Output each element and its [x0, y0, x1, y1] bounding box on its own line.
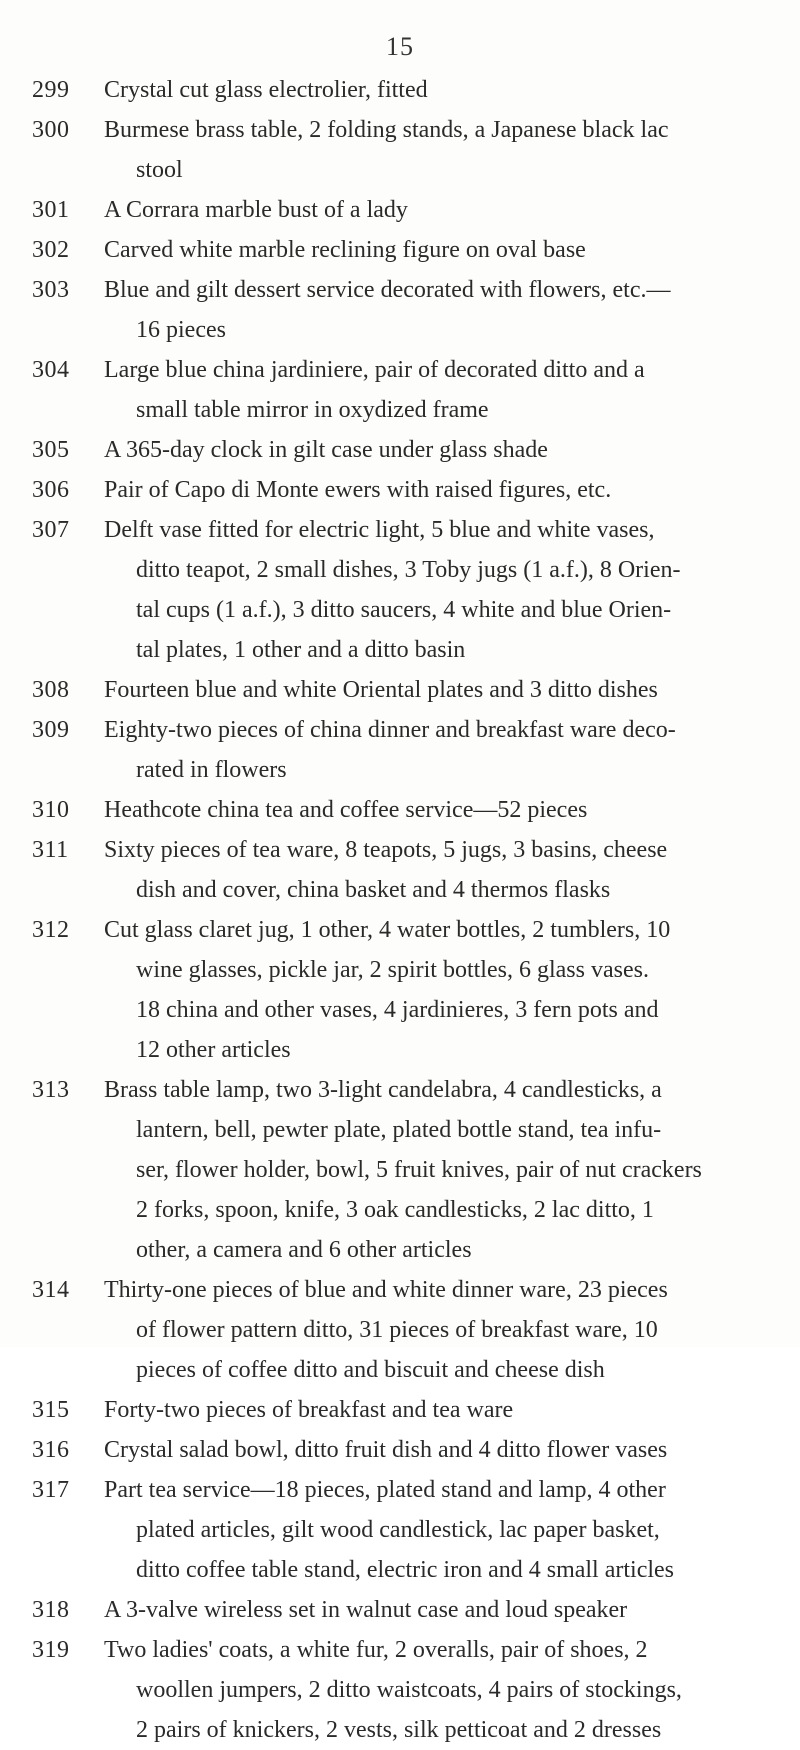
- lot-entry: [0, 670, 800, 710]
- lot-entry: [0, 1430, 800, 1470]
- lot-number: 318: [32, 1597, 70, 1623]
- lot-description-line: Thirty-one pieces of blue and white dinner ware, 23 pieces: [104, 1277, 668, 1303]
- lot-description: [104, 1270, 764, 1390]
- lot-description: [104, 190, 764, 230]
- lot-description: [104, 1070, 764, 1270]
- lot-description-line: Crystal salad bowl, ditto fruit dish and 4 ditto flower vases: [104, 1437, 668, 1463]
- lot-number: 300: [32, 117, 70, 143]
- lot-number: 301: [32, 197, 70, 223]
- lot-number: 306: [32, 477, 70, 503]
- lot-description-continuation: rated in flowers: [136, 757, 287, 783]
- lot-description-line: A Corrara marble bust of a lady: [104, 197, 408, 223]
- lot-description: [104, 1430, 764, 1470]
- lot-description-line: Heathcote china tea and coffee service—52 pieces: [104, 797, 588, 823]
- lot-description-continuation: tal cups (1 a.f.), 3 ditto saucers, 4 white and blue Orien-: [136, 597, 672, 623]
- lot-description-continuation: 12 other articles: [136, 1037, 291, 1063]
- lot-entry: [0, 1630, 800, 1750]
- lot-number: 302: [32, 237, 70, 263]
- lot-description: [104, 510, 764, 670]
- lot-entry: [0, 790, 800, 830]
- lot-description: [104, 230, 764, 270]
- lot-entry: [0, 190, 800, 230]
- lot-description-continuation: of flower pattern ditto, 31 pieces of breakfast ware, 10: [136, 1317, 658, 1343]
- lot-description-continuation: plated articles, gilt wood candlestick, lac paper basket,: [136, 1517, 660, 1543]
- lot-description-continuation: 16 pieces: [136, 317, 226, 343]
- lot-entry: [0, 710, 800, 790]
- lot-number: 304: [32, 357, 70, 383]
- lot-number: 299: [32, 77, 70, 103]
- page-number: 15: [386, 32, 414, 61]
- lot-description-line: Delft vase fitted for electric light, 5 blue and white vases,: [104, 517, 655, 543]
- lot-number: 316: [32, 1437, 70, 1463]
- lot-description-continuation: small table mirror in oxydized frame: [136, 397, 489, 423]
- lot-entry: [0, 470, 800, 510]
- lot-description: [104, 790, 764, 830]
- lot-number: 309: [32, 717, 70, 743]
- lot-description: [104, 270, 764, 350]
- lot-description-continuation: other, a camera and 6 other articles: [136, 1237, 472, 1263]
- lot-description-continuation: wine glasses, pickle jar, 2 spirit bottles, 6 glass vases.: [136, 957, 649, 983]
- lot-description-line: Crystal cut glass electrolier, fitted: [104, 77, 428, 103]
- lot-entry: [0, 70, 800, 110]
- lot-number: 317: [32, 1477, 70, 1503]
- lot-description-continuation: 2 pairs of knickers, 2 vests, silk petticoat and 2 dresses: [136, 1717, 662, 1743]
- lot-description: [104, 710, 764, 790]
- lot-description: [104, 910, 764, 1070]
- lot-description-line: Two ladies' coats, a white fur, 2 overalls, pair of shoes, 2: [104, 1637, 648, 1663]
- lot-number: 311: [32, 837, 69, 863]
- lot-description-line: Brass table lamp, two 3-light candelabra, 4 candlesticks, a: [104, 1077, 662, 1103]
- lot-entry: [0, 110, 800, 190]
- lot-number: 313: [32, 1077, 70, 1103]
- lot-description-line: Part tea service—18 pieces, plated stand and lamp, 4 other: [104, 1477, 666, 1503]
- lot-description-continuation: tal plates, 1 other and a ditto basin: [136, 637, 466, 663]
- lot-description: [104, 670, 764, 710]
- lot-description: [104, 1630, 764, 1750]
- lot-entry: [0, 270, 800, 350]
- lot-entry: [0, 1070, 800, 1270]
- lot-number: 303: [32, 277, 70, 303]
- lot-description-continuation: dish and cover, china basket and 4 thermos flasks: [136, 877, 611, 903]
- lot-number: 315: [32, 1397, 70, 1423]
- lot-description: [104, 470, 764, 510]
- lot-number: 312: [32, 917, 70, 943]
- lot-description-continuation: lantern, bell, pewter plate, plated bottle stand, tea infu-: [136, 1117, 662, 1143]
- lot-description: [104, 1470, 764, 1590]
- lot-description-continuation: 18 china and other vases, 4 jardinieres, 3 fern pots and: [136, 997, 659, 1023]
- lot-description: [104, 110, 764, 190]
- lot-description-line: Cut glass claret jug, 1 other, 4 water bottles, 2 tumblers, 10: [104, 917, 671, 943]
- lot-number: 319: [32, 1637, 70, 1663]
- lot-entry: [0, 1390, 800, 1430]
- lot-description-line: Fourteen blue and white Oriental plates and 3 ditto dishes: [104, 677, 658, 703]
- lot-description-continuation: ditto teapot, 2 small dishes, 3 Toby jugs (1 a.f.), 8 Orien-: [136, 557, 681, 583]
- lot-list: [0, 70, 800, 1750]
- lot-description: [104, 1390, 764, 1430]
- lot-description-line: Eighty-two pieces of china dinner and breakfast ware deco-: [104, 717, 676, 743]
- lot-entry: [0, 430, 800, 470]
- lot-entry: [0, 910, 800, 1070]
- lot-description: [104, 1590, 764, 1630]
- lot-description-line: Forty-two pieces of breakfast and tea ware: [104, 1397, 514, 1423]
- lot-description: [104, 430, 764, 470]
- lot-entry: [0, 230, 800, 270]
- lot-description-continuation: ser, flower holder, bowl, 5 fruit knives, pair of nut crackers: [136, 1157, 702, 1183]
- lot-description-line: Blue and gilt dessert service decorated with flowers, etc.—: [104, 277, 671, 303]
- lot-description-continuation: pieces of coffee ditto and biscuit and cheese dish: [136, 1357, 605, 1383]
- lot-description-continuation: stool: [136, 157, 183, 183]
- lot-number: 310: [32, 797, 70, 823]
- lot-description: [104, 830, 764, 910]
- lot-number: 314: [32, 1277, 70, 1303]
- lot-entry: [0, 1470, 800, 1590]
- lot-description-line: Pair of Capo di Monte ewers with raised figures, etc.: [104, 477, 612, 503]
- lot-description-line: A 365-day clock in gilt case under glass shade: [104, 437, 548, 463]
- lot-description-line: Burmese brass table, 2 folding stands, a Japanese black lac: [104, 117, 669, 143]
- lot-description-line: Sixty pieces of tea ware, 8 teapots, 5 jugs, 3 basins, cheese: [104, 837, 668, 863]
- lot-entry: [0, 1590, 800, 1630]
- lot-description-continuation: ditto coffee table stand, electric iron and 4 small articles: [136, 1557, 675, 1583]
- lot-description-line: Carved white marble reclining figure on oval base: [104, 237, 586, 263]
- lot-description-line: Large blue china jardiniere, pair of decorated ditto and a: [104, 357, 645, 383]
- lot-entry: [0, 510, 800, 670]
- lot-description-continuation: 2 forks, spoon, knife, 3 oak candlesticks, 2 lac ditto, 1: [136, 1197, 654, 1223]
- lot-entry: [0, 1270, 800, 1390]
- lot-number: 305: [32, 437, 70, 463]
- lot-description-line: A 3-valve wireless set in walnut case and loud speaker: [104, 1597, 628, 1623]
- lot-number: 308: [32, 677, 70, 703]
- lot-entry: [0, 350, 800, 430]
- lot-number: 307: [32, 517, 70, 543]
- lot-description: [104, 70, 764, 110]
- lot-description-continuation: woollen jumpers, 2 ditto waistcoats, 4 pairs of stockings,: [136, 1677, 682, 1703]
- lot-entry: [0, 830, 800, 910]
- lot-description: [104, 350, 764, 430]
